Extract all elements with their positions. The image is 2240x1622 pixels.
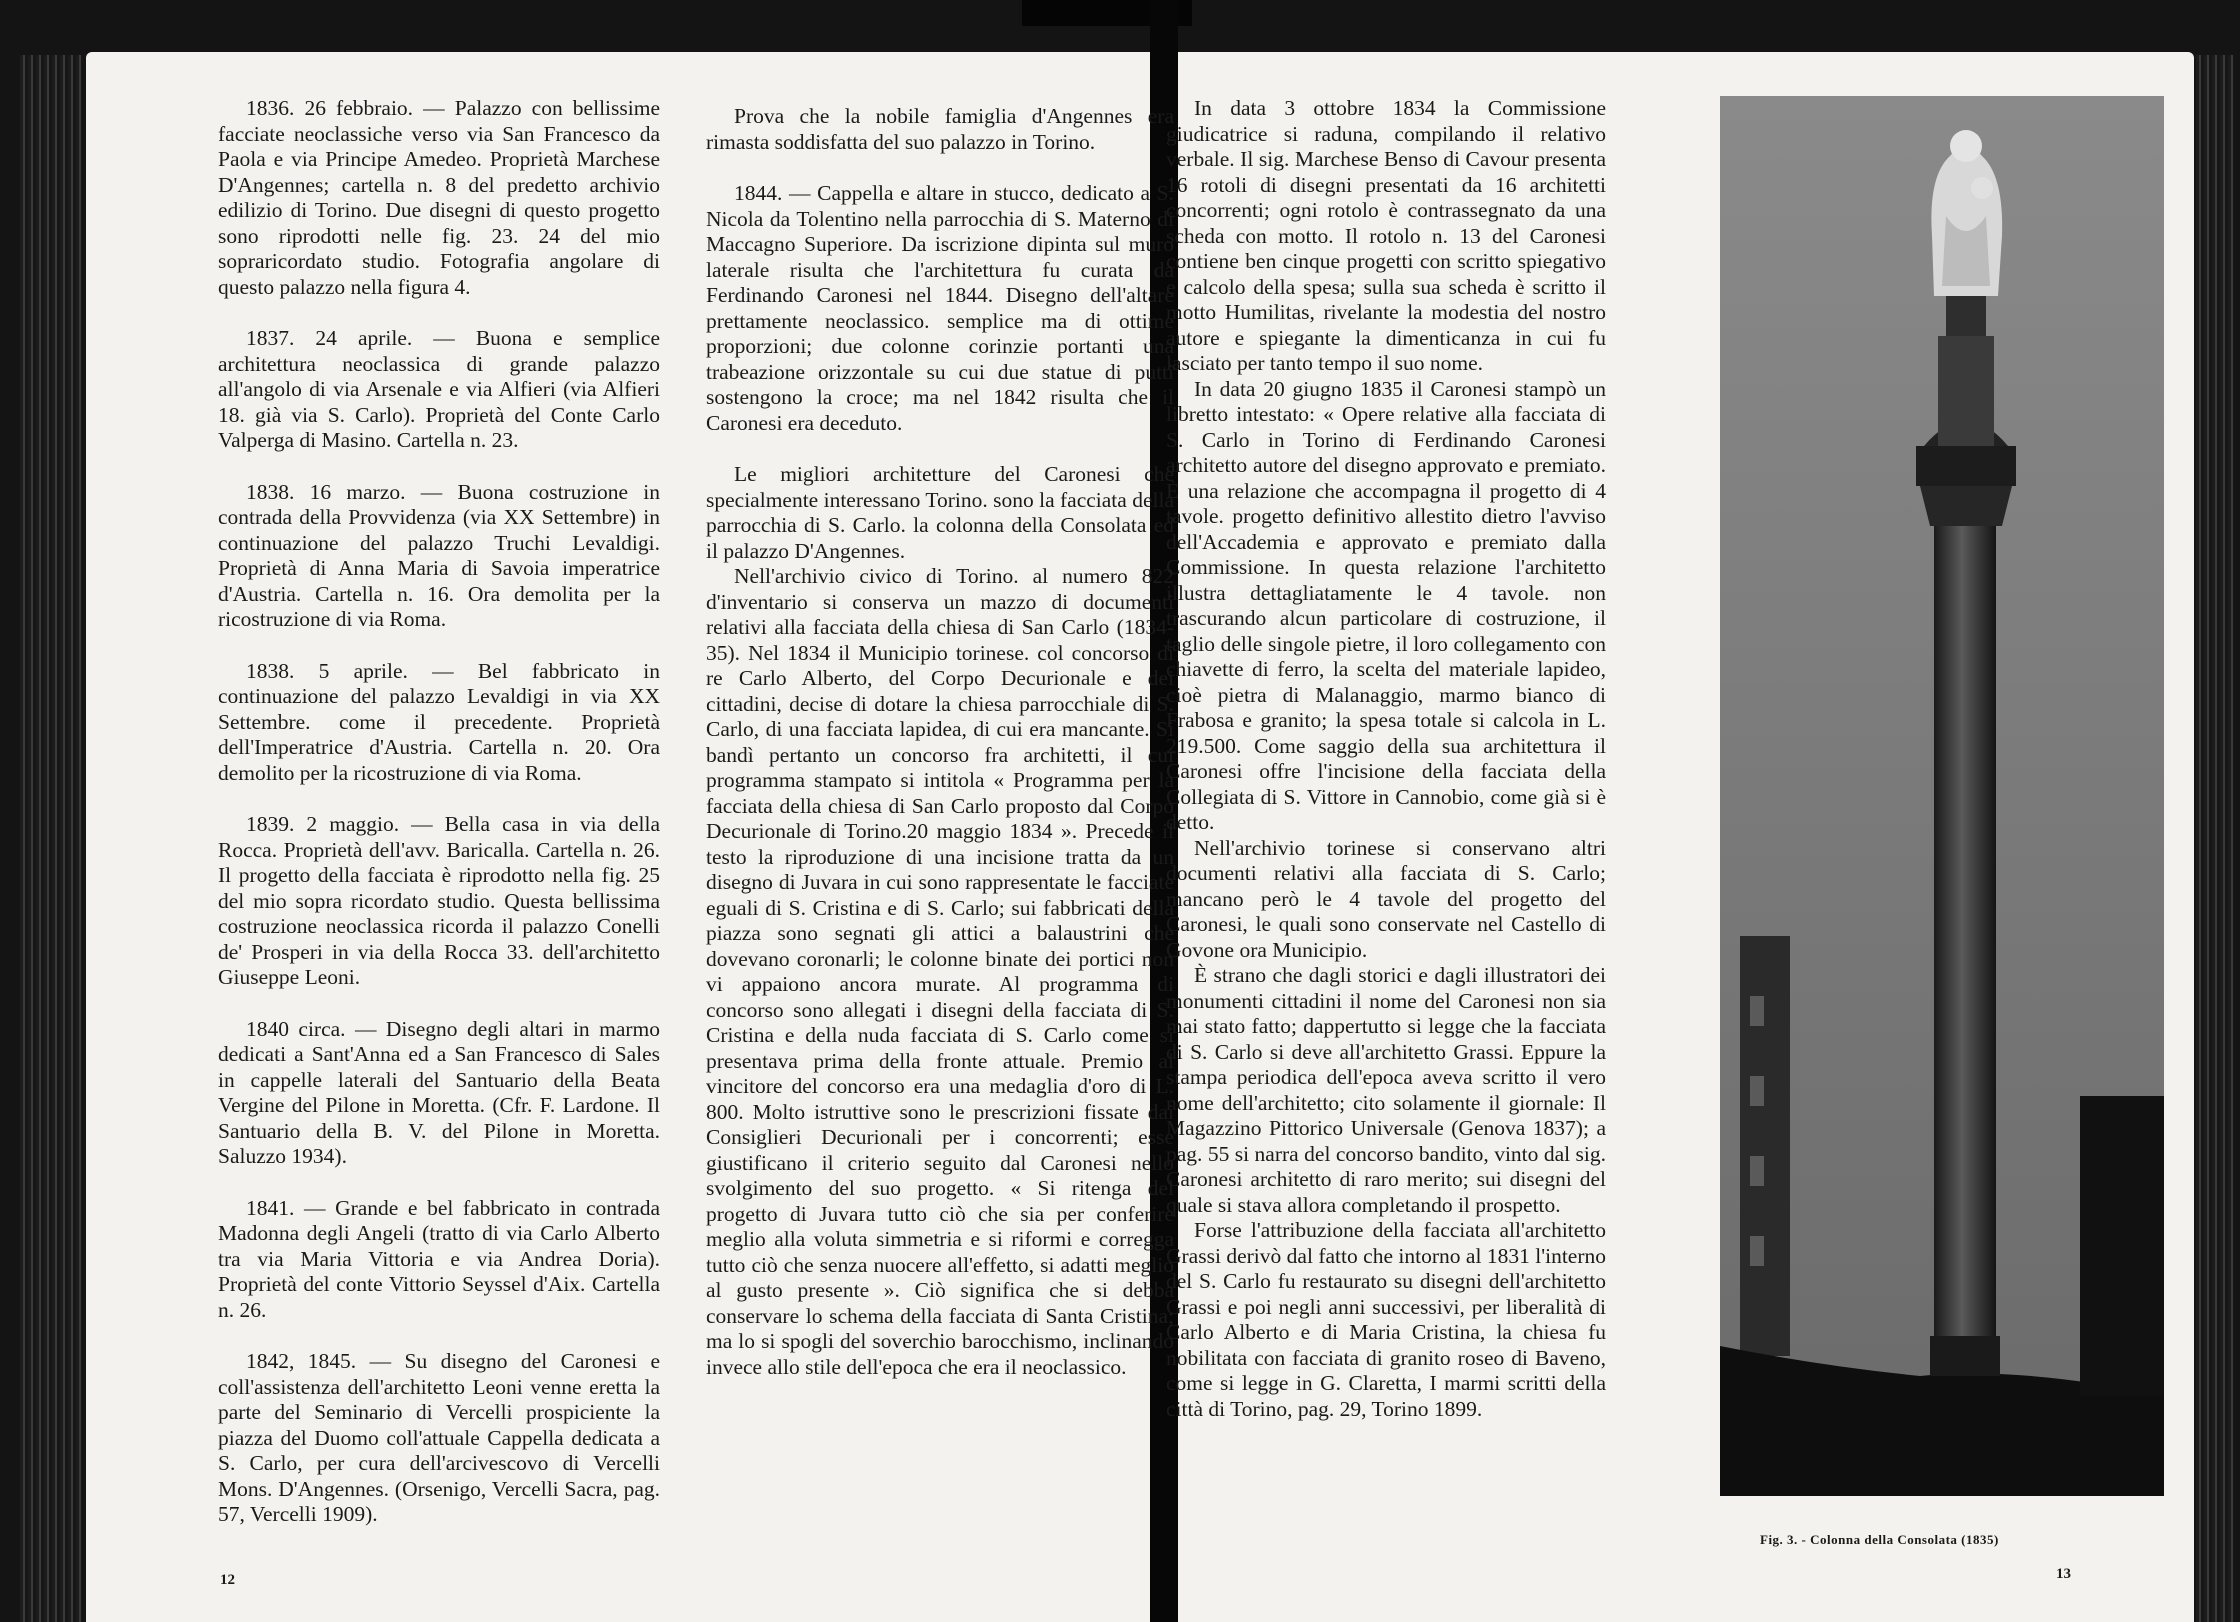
- right-page-column: [1166, 96, 1606, 1422]
- paragraph-strano: È strano che dagli storici e dagli illustratori dei monumenti cittadini il nome del Caronesi non sia mai stato fatto; dappertutto si legge che la facciata di S. Carlo si deve all'architetto Grassi. Eppure la stampa periodica dell'epoca aveva scritto il vero nome dell'architetto; cito solamente il giornale: Il Magazzino Pittorico Universale (Genova 1837); a pag. 55 si narra del concorso bandito, vinto dal sig. Caronesi architetto di raro merito; sui disegni del quale si stava allora completando il prospetto.: [1166, 963, 1606, 1217]
- entry-1837: 1837. 24 aprile. — Buona e semplice architettura neoclassica di grande palazzo all'angolo di via Arsenale e via Alfieri (via Alfieri 18. già via S. Carlo). Proprietà del Conte Carlo Valperga di Masino. Cartella n. 23.: [218, 326, 660, 452]
- paragraph-commissione: In data 3 ottobre 1834 la Commissione giudicatrice si raduna, compilando il relativo verbale. Il sig. Marchese Benso di Cavour presenta 16 rotoli di disegni presentati da 16 architetti concorrenti; ogni rotolo è contrassegnato da una scheda con motto. Il rotolo n. 13 del Caronesi contiene ben cinque progetti con scritto spiegativo e calcolo della spesa; sulla sua scheda è scritto il motto Humilitas, rivelante la modestia del nostro autore e spiegante la dimenticanza in cui fu lasciato per tanto tempo il suo nome.: [1166, 96, 1606, 375]
- paragraph-archivio-torinese: Nell'archivio torinese si conservano altri documenti relativi alla facciata di S. Carlo; mancano però le 4 tavole del progetto del Caronesi, le quali sono conservate nel Castello di Govone ora Municipio.: [1166, 835, 1606, 962]
- left-page-column-1: [218, 96, 660, 1528]
- column-photograph: [1720, 96, 2164, 1496]
- entry-1844: 1844. — Cappella e altare in stucco, dedicato a S. Nicola da Tolentino nella parrocchia di S. Materno di Maccagno Superiore. Da iscrizione dipinta sul muro laterale risulta che l'architettura fu curata da Ferdinando Caronesi nel 1844. Disegno dell'altare prettamente neoclassico. semplice ma di ottime proporzioni; due colonne corinzie portanti una trabeazione orizzontale su cui due statue di putti sostengono la croce; ma nel 1842 risulta che il Caronesi era deceduto.: [706, 181, 1174, 435]
- paragraph-migliori-architetture: Le migliori architetture del Caronesi che specialmente interessano Torino. sono la facciata della parrocchia di S. Carlo. la colonna della Consolata ed il palazzo D'Angennes.: [706, 462, 1174, 563]
- photo-caption: Fig. 3. - Colonna della Consolata (1835): [1760, 1532, 1999, 1547]
- page-number-left: 12: [220, 1572, 235, 1588]
- right-page-edges: [2196, 55, 2234, 1622]
- left-page-edges: [20, 55, 82, 1622]
- entry-1839: 1839. 2 maggio. — Bella casa in via della Rocca. Proprietà dell'avv. Baricalla. Cartella n. 26. Il progetto della facciata è riprodotto nella fig. 25 del mio sopra ricordato studio. Questa bellissima costruzione neoclassica ricorda il palazzo Conelli de' Prosperi in via della Rocca 33. dell'architetto Giuseppe Leoni.: [218, 812, 660, 989]
- entry-1838-march: 1838. 16 marzo. — Buona costruzione in contrada della Provvidenza (via XX Settembre) in continuazione del palazzo Truchi Levaldigi. Proprietà di Anna Maria di Savoia imperatrice d'Austria. Cartella n. 16. Ora demolita per la ricostruzione di via Roma.: [218, 479, 660, 631]
- entry-1841: 1841. — Grande e bel fabbricato in contrada Madonna degli Angeli (tratto di via Carlo Alberto tra via Maria Vittoria e via Andrea Doria). Proprietà del conte Vittorio Seyssel d'Aix. Cartella n. 26.: [218, 1195, 660, 1322]
- paragraph-attribuzione: Forse l'attribuzione della facciata all'architetto Grassi derivò dal fatto che intorno al 1831 l'interno del S. Carlo fu restaurato su disegni dell'architetto Grassi e poi negli anni successivi, per liberalità di Carlo Alberto e di Maria Cristina, la chiesa fu nobilitata con facciata di granito roseo di Baveno, come si legge in G. Claretta, I marmi scritti della città di Torino, pag. 29, Torino 1899.: [1166, 1218, 1606, 1421]
- page-number-right: 13: [2056, 1566, 2071, 1582]
- entry-1838-april: 1838. 5 aprile. — Bel fabbricato in continuazione del palazzo Levaldigi in via XX Settembre. come il precedente. Proprietà dell'Imperatrice d'Austria. Cartella n. 20. Ora demolito per la ricostruzione di via Roma.: [218, 658, 660, 785]
- left-page-column-2: [706, 104, 1174, 1380]
- paragraph-libretto: In data 20 giugno 1835 il Caronesi stampò un libretto intestato: « Opere relative alla facciata di S. Carlo in Torino di Ferdinando Caronesi architetto autore del disegno approvato e premiato. È una relazione che accompagna il progetto di 4 tavole. progetto definitivo allestito dietro l'avviso dell'Accademia e approvato e premiato dalla Commissione. In questa relazione l'architetto illustra dettagliatamente le 4 tavole. non trascurando alcun particolare di costruzione, il taglio delle singole pietre, il loro collegamento con chiavette di ferro, la scelta del materiale lapideo, cioè pietra di Malanaggio, marmo bianco di Frabosa e granito; la spesa totale si calcola in L. 219.500. Come saggio della sua architettura il Caronesi offre l'incisione della facciata della Collegiata di S. Vittore in Cannobio, come già si è detto.: [1166, 376, 1606, 834]
- entry-1836: 1836. 26 febbraio. — Palazzo con bellissime facciate neoclassiche verso via San Francesco da Paola e via Principe Amedeo. Proprietà Marchese D'Angennes; cartella n. 8 del predetto archivio edilizio di Torino. Due disegni di questo progetto sono riprodotti nelle fig. 23. 24 del mio sopraricordato studio. Fotografia angolare di questo palazzo nella figura 4.: [218, 96, 660, 299]
- paragraph-dangennes: Prova che la nobile famiglia d'Angennes era rimasta soddisfatta del suo palazzo in Torino.: [706, 104, 1174, 154]
- paragraph-archivio-civico: Nell'archivio civico di Torino. al numero 822 d'inventario si conserva un mazzo di documenti relativi alla facciata della chiesa di San Carlo (1834-35). Nel 1834 il Municipio torinese. col concorso di re Carlo Alberto, del Corpo Decurionale e dei cittadini, decise di dotare la chiesa parrocchiale di S. Carlo, di una facciata lapidea, di cui era mancante. Si bandì pertanto un concorso fra architetti, il cui programma stampato si intitola « Programma per la facciata della chiesa di San Carlo proposto dal Corpo Decurionale di Torino.20 maggio 1834 ». Precede il testo la riproduzione di una incisione tratta da un disegno di Juvara in cui sono rappresentate le facciate eguali di S. Cristina e di S. Carlo; sui fabbricati della piazza sono segnati gli attici a balaustrini che dovevano coronarli; le colonne binate dei portici non vi appaiono ancora murate. Al programma di concorso sono allegati i disegni della facciata di S. Cristina e della nuda facciata di S. Carlo come si presentava prima della fronte attuale. Premio al vincitore del concorso era una medaglia d'oro di L. 800. Molto istruttive sono le prescrizioni fissate dai Consiglieri Decurionali per i concorrenti; esse giustificano il criterio seguito dal Caronesi nello svolgimento del suo progetto. « Si ritenga del progetto di Juvara tutto ciò che sia per conferire meglio alla voluta simmetria e si riformi e corregga tutto ciò che senza nuocere all'effetto, si adatti meglio al gusto presente ». Ciò significa che si debba conservare lo schema della facciata di Santa Cristina; ma lo si spogli del soverchio barocchismo, inclinando invece allo stile dell'epoca che era il neoclassico.: [706, 564, 1174, 1379]
- entry-1840: 1840 circa. — Disegno degli altari in marmo dedicati a Sant'Anna ed a San Francesco di Sales in cappelle laterali del Santuario della Beata Vergine del Pilone in Moretta. (Cfr. F. Lardone. Il Santuario della B. V. del Pilone in Moretta. Saluzzo 1934).: [218, 1016, 660, 1168]
- entry-1842: 1842, 1845. — Su disegno del Caronesi e coll'assistenza dell'architetto Leoni venne eretta la parte del Seminario di Vercelli prospiciente la piazza del Duomo coll'attuale Cappella dedicata a S. Carlo, per cura dell'arcivescovo di Vercelli Mons. D'Angennes. (Orsenigo, Vercelli Sacra, pag. 57, Vercelli 1909).: [218, 1349, 660, 1526]
